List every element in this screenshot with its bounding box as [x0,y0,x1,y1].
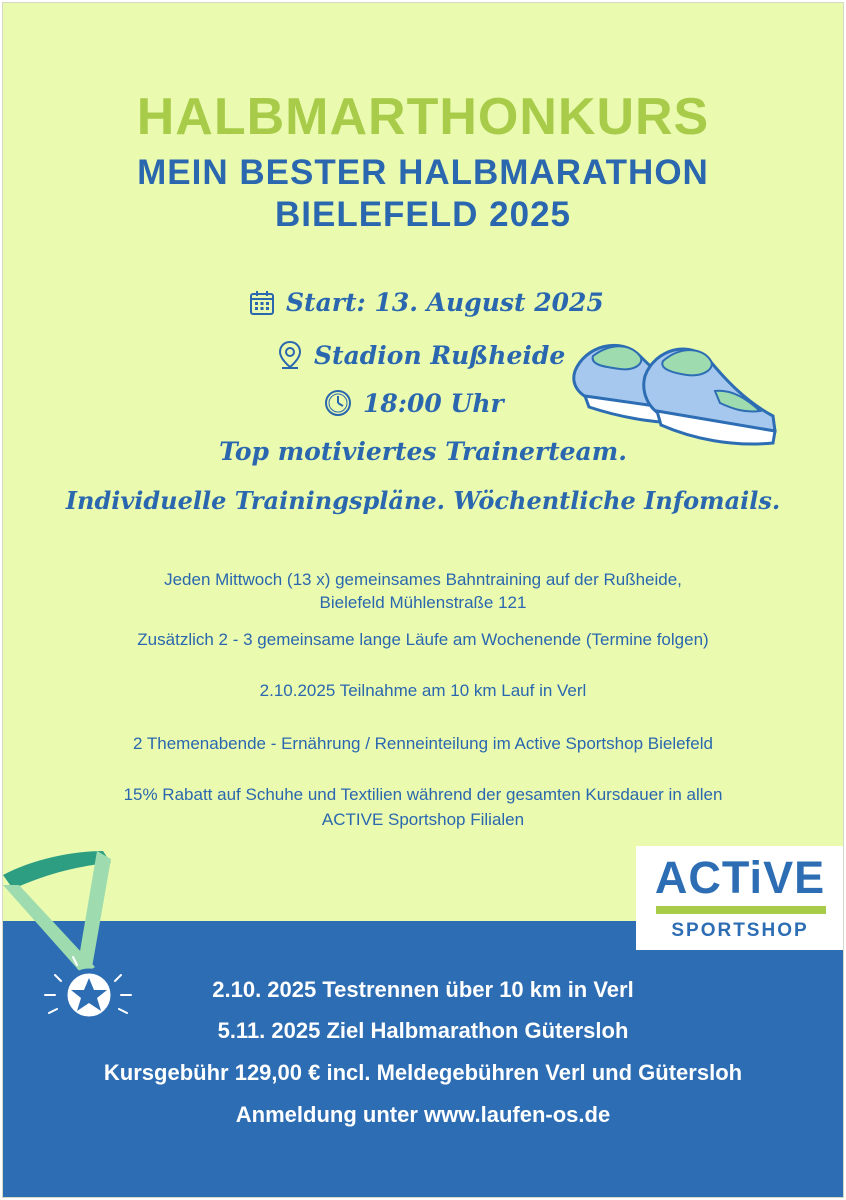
calendar-icon [248,289,276,317]
bottom-line-1: 2.10. 2025 Testrennen über 10 km in Verl [212,977,634,1002]
highlight-line-2: Individuelle Trainingspläne. Wöchentliche Infomails. [65,486,781,515]
active-sportshop-logo [636,846,844,950]
detail-line-7: ACTIVE Sportshop Filialen [321,810,525,829]
bottom-line-3: Kursgebühr 129,00 € incl. Meldegebühren Verl und Gütersloh [103,1060,743,1085]
clock-icon [323,388,353,418]
time-row [323,388,504,418]
detail-line-6: 15% Rabatt auf Schuhe und Textilien während der gesamten Kursdauer in allen [123,785,723,804]
detail-line-5: 2 Themenabende - Ernährung / Renneinteilung im Active Sportshop Bielefeld [133,734,713,753]
detail-line-4: 2.10.2025 Teilnahme am 10 km Lauf in Verl [259,681,587,700]
detail-line-1: Jeden Mittwoch (13 x) gemeinsames Bahntraining auf der Rußheide, [164,570,682,589]
medal-illustration [3,845,143,1025]
location-row [276,340,565,370]
main-title-line-2: BIELEFELD 2025 [274,195,572,234]
logo-divider [656,906,826,914]
flyer-page [2,2,844,1198]
start-date-text: Start: 13. August 2025 [286,288,604,317]
logo-subtitle: SPORTSHOP [671,920,809,941]
detail-line-2: Bielefeld Mühlenstraße 121 [319,593,527,612]
time-text: 18:00 Uhr [363,388,504,418]
bottom-line-2: 5.11. 2025 Ziel Halbmarathon Gütersloh [217,1018,629,1043]
location-text: Stadion Rußheide [314,340,566,370]
bottom-line-4: Anmeldung unter www.laufen-os.de [235,1102,611,1127]
logo-wordmark: ACTiVE [654,852,826,903]
kicker-title: HALBMARTHONKURS [136,88,710,146]
location-pin-icon [276,340,304,370]
detail-line-3: Zusätzlich 2 - 3 gemeinsame lange Läufe am Wochenende (Termine folgen) [137,630,709,649]
highlight-line-1: Top motiviertes Trainerteam. [219,437,627,466]
start-date-row [248,288,604,317]
main-title-line-1: MEIN BESTER HALBMARATHON [137,153,709,192]
